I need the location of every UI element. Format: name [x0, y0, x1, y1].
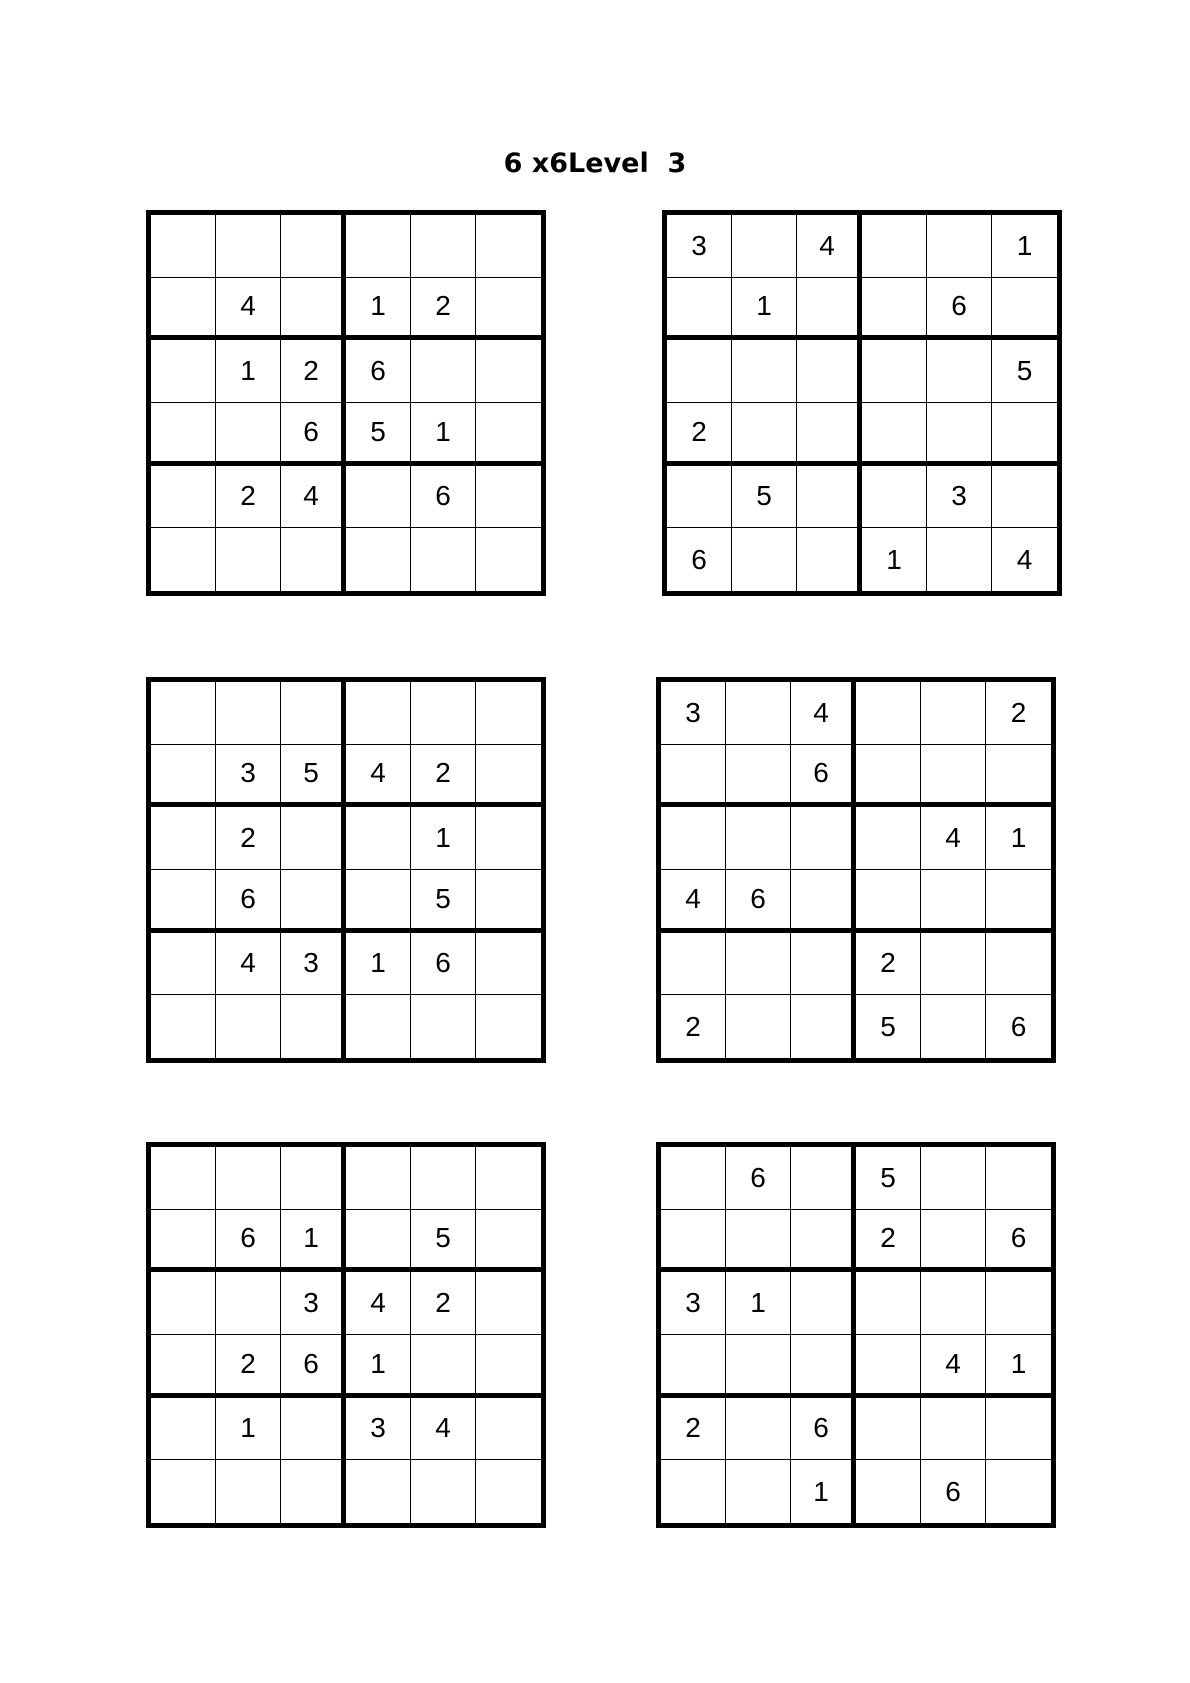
- sudoku-cell: 1: [346, 1335, 411, 1398]
- sudoku-cell[interactable]: [151, 1460, 216, 1523]
- sudoku-cell[interactable]: [667, 340, 732, 403]
- sudoku-cell: 1: [216, 340, 281, 403]
- sudoku-cell[interactable]: [797, 403, 862, 466]
- sudoku-cell[interactable]: [862, 215, 927, 278]
- sudoku-cell[interactable]: [921, 1398, 986, 1461]
- sudoku-cell: 2: [661, 1398, 726, 1461]
- sudoku-cell[interactable]: [216, 528, 281, 591]
- sudoku-cell: 6: [411, 466, 476, 529]
- page-title: 6 x6Level 3: [503, 148, 687, 179]
- sudoku-cell[interactable]: [921, 1272, 986, 1335]
- sudoku-cell[interactable]: [661, 807, 726, 870]
- sudoku-cell: 6: [1010, 1010, 1027, 1042]
- sudoku-cell[interactable]: [791, 1272, 856, 1335]
- sudoku-cell[interactable]: [661, 1335, 726, 1398]
- sudoku-cell: 3: [216, 745, 281, 808]
- sudoku-cell: 2: [411, 278, 476, 341]
- sudoku-cell[interactable]: [281, 1460, 346, 1523]
- sudoku-cell[interactable]: [346, 1147, 411, 1210]
- sudoku-cell: 6: [726, 1147, 791, 1210]
- sudoku-grid-1: [146, 210, 546, 596]
- sudoku-cell[interactable]: [986, 1272, 1051, 1335]
- sudoku-cell: 2: [216, 807, 281, 870]
- sudoku-cell[interactable]: [986, 745, 1051, 808]
- sudoku-cell: 1: [216, 1398, 281, 1461]
- sudoku-cell: 4: [1016, 543, 1033, 575]
- sudoku-cell[interactable]: [986, 933, 1051, 996]
- sudoku-cell: 4: [281, 466, 346, 529]
- sudoku-cell: 6: [667, 528, 732, 591]
- sudoku-cell[interactable]: [281, 807, 346, 870]
- sudoku-cell[interactable]: [856, 1460, 921, 1523]
- sudoku-cell[interactable]: [797, 340, 862, 403]
- sudoku-cell[interactable]: [986, 870, 1051, 933]
- sudoku-cell[interactable]: [726, 1210, 791, 1273]
- sudoku-cell[interactable]: [927, 340, 992, 403]
- sudoku-cell[interactable]: [151, 528, 216, 591]
- sudoku-cell: 5: [732, 466, 797, 529]
- sudoku-cell: 4: [216, 278, 281, 341]
- sudoku-cell[interactable]: [921, 995, 986, 1058]
- sudoku-cell[interactable]: [726, 1398, 791, 1461]
- sudoku-cell: 1: [411, 807, 476, 870]
- sudoku-cell: 6: [791, 1398, 856, 1461]
- sudoku-cell[interactable]: [797, 278, 862, 341]
- sudoku-cell[interactable]: [281, 682, 346, 745]
- sudoku-cell[interactable]: [151, 1147, 216, 1210]
- sudoku-cell[interactable]: [346, 466, 411, 529]
- sudoku-grid-5: [146, 1142, 546, 1528]
- sudoku-cell[interactable]: [732, 403, 797, 466]
- sudoku-cell[interactable]: [346, 807, 411, 870]
- sudoku-cell[interactable]: [661, 745, 726, 808]
- sudoku-cell[interactable]: [476, 340, 541, 403]
- sudoku-cell: 5: [411, 870, 476, 933]
- sudoku-cell: 1: [346, 933, 411, 996]
- sudoku-cell[interactable]: [346, 528, 411, 591]
- sudoku-cell[interactable]: [661, 933, 726, 996]
- sudoku-cell[interactable]: [667, 278, 732, 341]
- sudoku-cell: 6: [411, 933, 476, 996]
- sudoku-cell: 1: [791, 1460, 856, 1523]
- sudoku-cell[interactable]: [921, 933, 986, 996]
- sudoku-cell: 3: [661, 682, 726, 745]
- sudoku-cell[interactable]: [151, 1272, 216, 1335]
- sudoku-cell[interactable]: [986, 1147, 1051, 1210]
- sudoku-cell: 6: [921, 1460, 986, 1523]
- sudoku-cell[interactable]: [346, 1210, 411, 1273]
- sudoku-cell: 1: [986, 1335, 1051, 1398]
- sudoku-cell[interactable]: [986, 1398, 1051, 1461]
- sudoku-cell: 6: [216, 870, 281, 933]
- sudoku-cell[interactable]: [986, 1460, 1051, 1523]
- sudoku-cell[interactable]: [476, 1335, 541, 1398]
- sudoku-cell[interactable]: [411, 995, 476, 1058]
- sudoku-cell[interactable]: [732, 215, 797, 278]
- sudoku-cell: 5: [856, 995, 921, 1058]
- sudoku-cell: 1: [281, 1210, 346, 1273]
- sudoku-cell[interactable]: [856, 1398, 921, 1461]
- sudoku-cell[interactable]: [411, 340, 476, 403]
- sudoku-cell: 6: [927, 278, 992, 341]
- sudoku-cell[interactable]: [151, 340, 216, 403]
- sudoku-cell[interactable]: [216, 1272, 281, 1335]
- sudoku-cell: 3: [927, 466, 992, 529]
- sudoku-cell[interactable]: [732, 528, 797, 591]
- sudoku-cell[interactable]: [927, 403, 992, 466]
- sudoku-cell[interactable]: [411, 1147, 476, 1210]
- sudoku-cell[interactable]: [476, 1398, 541, 1461]
- sudoku-cell[interactable]: [411, 528, 476, 591]
- sudoku-cell[interactable]: [151, 403, 216, 466]
- sudoku-cell: 2: [667, 403, 732, 466]
- sudoku-grid-4: [656, 677, 1056, 1063]
- sudoku-cell: 4: [791, 682, 856, 745]
- sudoku-cell[interactable]: [921, 870, 986, 933]
- sudoku-cell: 2: [281, 340, 346, 403]
- sudoku-cell: 4: [921, 1335, 986, 1398]
- sudoku-cell: 6: [726, 870, 791, 933]
- sudoku-cell: 4: [346, 1272, 411, 1335]
- sudoku-grid-6: [656, 1142, 1056, 1528]
- sudoku-cell[interactable]: [216, 1460, 281, 1523]
- sudoku-cell[interactable]: [726, 807, 791, 870]
- sudoku-cell[interactable]: [992, 466, 1057, 529]
- sudoku-cell: 6: [281, 1335, 346, 1398]
- sudoku-cell[interactable]: [862, 340, 927, 403]
- sudoku-cell[interactable]: [856, 1272, 921, 1335]
- sudoku-cell[interactable]: [921, 682, 986, 745]
- sudoku-cell[interactable]: [476, 745, 541, 808]
- sudoku-cell[interactable]: [216, 215, 281, 278]
- sudoku-cell[interactable]: [411, 215, 476, 278]
- sudoku-cell: 2: [216, 1335, 281, 1398]
- sudoku-cell[interactable]: [476, 995, 541, 1058]
- sudoku-cell[interactable]: [346, 682, 411, 745]
- sudoku-cell[interactable]: [476, 1460, 541, 1523]
- sudoku-grid-3: [146, 677, 546, 1063]
- sudoku-cell[interactable]: [856, 870, 921, 933]
- sudoku-cell[interactable]: [411, 1460, 476, 1523]
- sudoku-cell[interactable]: [992, 278, 1057, 341]
- sudoku-cell[interactable]: [921, 1147, 986, 1210]
- sudoku-cell[interactable]: [476, 933, 541, 996]
- sudoku-cell[interactable]: [921, 745, 986, 808]
- sudoku-cell[interactable]: [661, 1147, 726, 1210]
- sudoku-cell[interactable]: [791, 1335, 856, 1398]
- sudoku-cell[interactable]: [476, 278, 541, 341]
- sudoku-cell: 1: [986, 807, 1051, 870]
- sudoku-cell: 2: [411, 745, 476, 808]
- sudoku-cell[interactable]: [921, 1210, 986, 1273]
- sudoku-cell[interactable]: [281, 1147, 346, 1210]
- sudoku-cell[interactable]: [476, 466, 541, 529]
- sudoku-cell[interactable]: [927, 215, 992, 278]
- sudoku-cell[interactable]: [732, 340, 797, 403]
- sudoku-cell: 6: [281, 403, 346, 466]
- sudoku-cell[interactable]: [856, 682, 921, 745]
- sudoku-cell[interactable]: [281, 995, 346, 1058]
- sudoku-cell[interactable]: [726, 682, 791, 745]
- sudoku-cell[interactable]: [862, 278, 927, 341]
- sudoku-cell[interactable]: [151, 1398, 216, 1461]
- sudoku-cell[interactable]: [281, 215, 346, 278]
- sudoku-cell: 4: [346, 745, 411, 808]
- sudoku-cell[interactable]: [151, 745, 216, 808]
- sudoku-cell: 2: [661, 995, 726, 1058]
- sudoku-cell[interactable]: [992, 403, 1057, 466]
- sudoku-cell[interactable]: [216, 682, 281, 745]
- sudoku-cell[interactable]: [151, 682, 216, 745]
- sudoku-cell: 5: [411, 1210, 476, 1273]
- sudoku-cell[interactable]: [862, 466, 927, 529]
- sudoku-cell: 1: [726, 1272, 791, 1335]
- sudoku-cell[interactable]: [856, 1335, 921, 1398]
- sudoku-cell[interactable]: [411, 1335, 476, 1398]
- sudoku-cell[interactable]: [791, 1147, 856, 1210]
- sudoku-cell: 6: [791, 745, 856, 808]
- sudoku-cell[interactable]: [151, 807, 216, 870]
- sudoku-cell[interactable]: [281, 528, 346, 591]
- sudoku-cell[interactable]: [346, 215, 411, 278]
- sudoku-cell: 3: [661, 1272, 726, 1335]
- sudoku-cell[interactable]: [856, 745, 921, 808]
- sudoku-cell[interactable]: [726, 933, 791, 996]
- sudoku-cell[interactable]: [216, 1147, 281, 1210]
- sudoku-cell: 2: [411, 1272, 476, 1335]
- sudoku-cell[interactable]: [476, 1210, 541, 1273]
- sudoku-cell[interactable]: [862, 403, 927, 466]
- sudoku-cell[interactable]: [476, 403, 541, 466]
- sudoku-cell[interactable]: [667, 466, 732, 529]
- sudoku-grid-2: [662, 210, 1062, 596]
- sudoku-cell: 1: [346, 278, 411, 341]
- sudoku-cell[interactable]: [476, 1272, 541, 1335]
- sudoku-cell: 6: [346, 340, 411, 403]
- sudoku-cell: 3: [346, 1398, 411, 1461]
- sudoku-cell[interactable]: [411, 682, 476, 745]
- sudoku-cell[interactable]: [476, 215, 541, 278]
- sudoku-cell: 1: [411, 403, 476, 466]
- sudoku-cell[interactable]: [726, 745, 791, 808]
- sudoku-cell[interactable]: [151, 1210, 216, 1273]
- sudoku-cell[interactable]: [476, 1147, 541, 1210]
- sudoku-cell: 4: [797, 215, 862, 278]
- sudoku-cell: 2: [856, 1210, 921, 1273]
- sudoku-cell[interactable]: [151, 215, 216, 278]
- sudoku-cell: 5: [992, 340, 1057, 403]
- sudoku-cell[interactable]: [661, 1210, 726, 1273]
- sudoku-cell[interactable]: [151, 870, 216, 933]
- sudoku-cell[interactable]: [216, 403, 281, 466]
- sudoku-cell: 1: [862, 528, 927, 591]
- sudoku-cell[interactable]: [791, 995, 856, 1058]
- sudoku-cell[interactable]: [791, 933, 856, 996]
- sudoku-cell[interactable]: [216, 995, 281, 1058]
- sudoku-cell[interactable]: [476, 870, 541, 933]
- sudoku-cell[interactable]: [927, 528, 992, 591]
- sudoku-cell: 3: [281, 1272, 346, 1335]
- sudoku-cell[interactable]: [797, 466, 862, 529]
- sudoku-cell[interactable]: [151, 466, 216, 529]
- sudoku-cell: 3: [667, 215, 732, 278]
- sudoku-cell[interactable]: [791, 870, 856, 933]
- sudoku-cell[interactable]: [281, 1398, 346, 1461]
- sudoku-cell[interactable]: [476, 528, 541, 591]
- sudoku-cell: 5: [346, 403, 411, 466]
- sudoku-cell[interactable]: [797, 528, 862, 591]
- sudoku-cell: 5: [856, 1147, 921, 1210]
- sudoku-cell: 4: [411, 1398, 476, 1461]
- sudoku-cell[interactable]: [726, 1335, 791, 1398]
- sudoku-cell[interactable]: [151, 933, 216, 996]
- sudoku-cell: 2: [986, 682, 1051, 745]
- sudoku-cell: 1: [992, 215, 1057, 278]
- sudoku-cell[interactable]: [856, 807, 921, 870]
- sudoku-cell: 1: [732, 278, 797, 341]
- sudoku-cell[interactable]: [346, 995, 411, 1058]
- sudoku-cell: 4: [661, 870, 726, 933]
- sudoku-cell[interactable]: [281, 870, 346, 933]
- sudoku-cell[interactable]: [726, 995, 791, 1058]
- sudoku-cell: 6: [216, 1210, 281, 1273]
- sudoku-cell: 3: [281, 933, 346, 996]
- sudoku-cell: 4: [216, 933, 281, 996]
- sudoku-cell[interactable]: [346, 870, 411, 933]
- sudoku-cell: 2: [216, 466, 281, 529]
- sudoku-cell[interactable]: [151, 995, 216, 1058]
- sudoku-cell[interactable]: [726, 1460, 791, 1523]
- sudoku-cell[interactable]: [791, 1210, 856, 1273]
- sudoku-cell[interactable]: [151, 278, 216, 341]
- sudoku-cell[interactable]: [661, 1460, 726, 1523]
- sudoku-cell: 6: [986, 1210, 1051, 1273]
- sudoku-cell: 5: [281, 745, 346, 808]
- sudoku-cell[interactable]: [346, 1460, 411, 1523]
- sudoku-cell: 4: [921, 807, 986, 870]
- sudoku-cell[interactable]: [476, 807, 541, 870]
- sudoku-cell[interactable]: [151, 1335, 216, 1398]
- sudoku-cell: 2: [856, 933, 921, 996]
- sudoku-cell[interactable]: [476, 682, 541, 745]
- sudoku-cell[interactable]: [281, 278, 346, 341]
- sudoku-cell[interactable]: [791, 807, 856, 870]
